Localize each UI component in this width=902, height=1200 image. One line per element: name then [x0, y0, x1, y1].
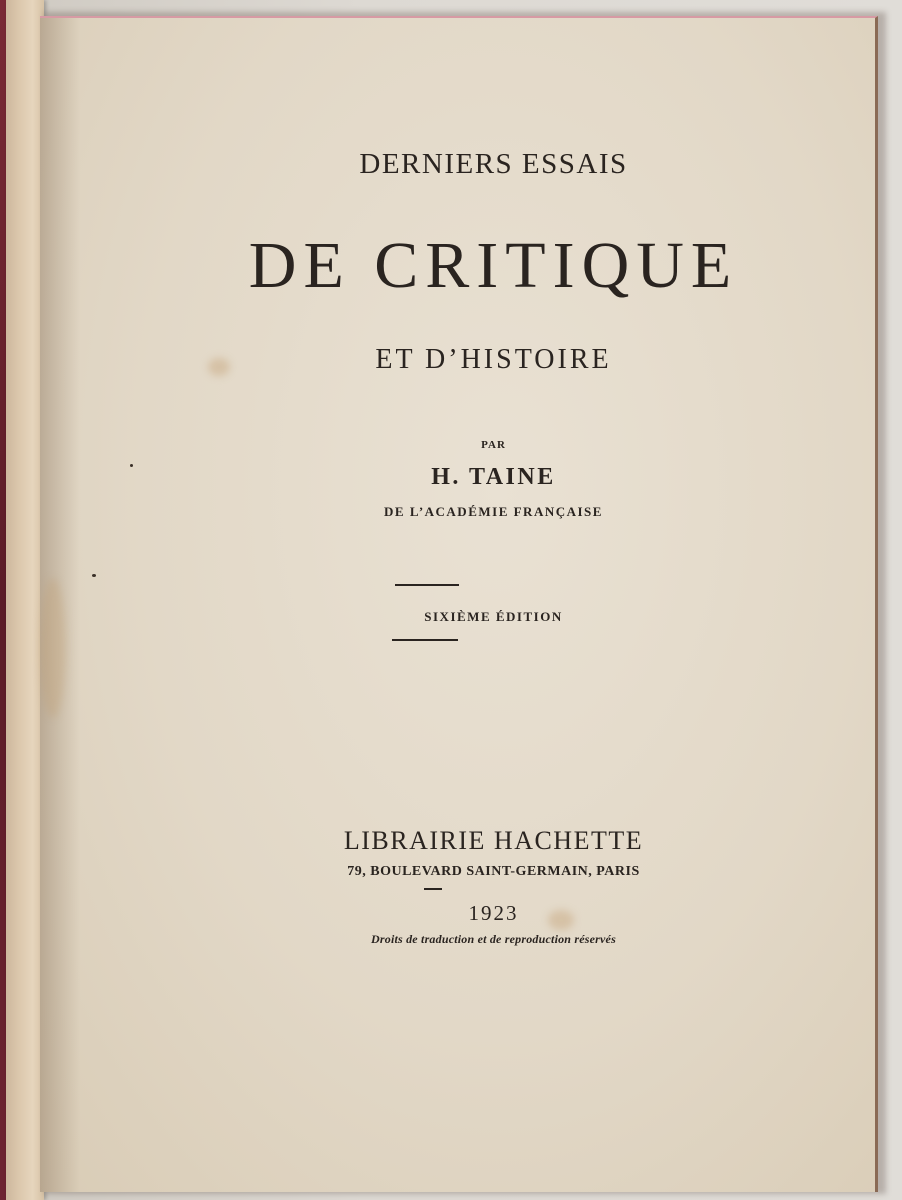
title-page — [40, 16, 878, 1192]
foxing-spot — [40, 578, 66, 718]
publisher-address: 79, BOULEVARD SAINT-GERMAIN, PARIS — [347, 864, 640, 879]
rule-above-year — [424, 888, 442, 890]
author-affiliation: DE L’ACADÉMIE FRANÇAISE — [384, 504, 603, 519]
author-name: H. TAINE — [431, 464, 556, 490]
series-title: DERNIERS ESSAIS — [359, 148, 628, 180]
rule-above-edition — [395, 584, 459, 586]
edition-label: SIXIÈME ÉDITION — [424, 609, 563, 624]
by-label: PAR — [481, 439, 506, 451]
rights-notice: Droits de traduction et de reproduction réservés — [371, 932, 616, 946]
subtitle: ET D’HISTOIRE — [375, 344, 612, 375]
publication-year: 1923 — [468, 901, 519, 925]
left-page-edge — [6, 0, 44, 1200]
rule-below-edition — [392, 639, 458, 641]
main-title: DE CRITIQUE — [248, 229, 739, 302]
publisher-name: LIBRAIRIE HACHETTE — [343, 826, 644, 855]
